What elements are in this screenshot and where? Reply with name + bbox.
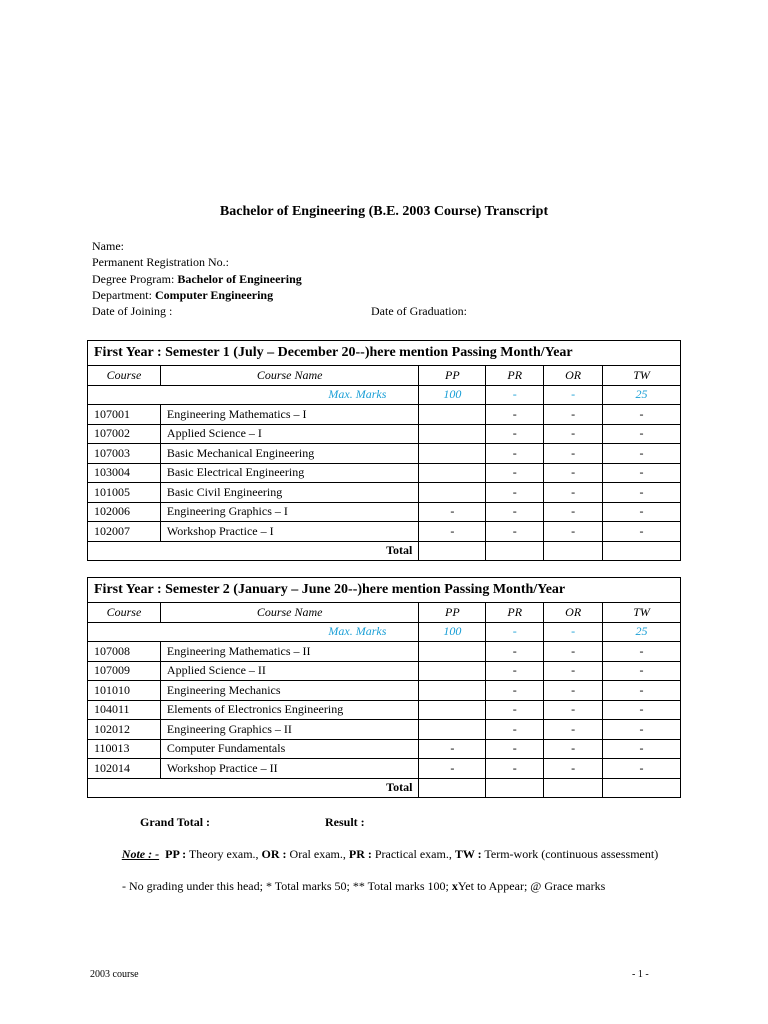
course-name: Engineering Graphics – II — [160, 720, 418, 740]
course-code: 107001 — [88, 405, 161, 425]
course-row — [88, 405, 681, 425]
tw-mark: - — [603, 444, 681, 464]
pr-mark: - — [486, 502, 544, 522]
course-code: 107002 — [88, 424, 161, 444]
note-tw: TW : — [454, 847, 482, 861]
or-mark: - — [544, 681, 603, 701]
max-pr: - — [486, 385, 544, 405]
pp-mark — [419, 700, 486, 720]
course-code: 104011 — [88, 700, 161, 720]
name-field — [92, 239, 124, 254]
pp-mark — [419, 483, 486, 503]
course-name: Applied Science – II — [160, 661, 418, 681]
pr-mark: - — [486, 720, 544, 740]
or-mark: - — [544, 522, 603, 542]
column-header-row — [88, 603, 681, 623]
course-name: Engineering Mathematics – II — [160, 642, 418, 662]
or-mark: - — [544, 424, 603, 444]
pr-mark: - — [486, 642, 544, 662]
max-marks-label: Max. Marks — [88, 622, 419, 642]
pp-mark — [419, 424, 486, 444]
or-mark: - — [544, 700, 603, 720]
course-row — [88, 642, 681, 662]
max-pr: - — [486, 622, 544, 642]
total-pr — [486, 778, 544, 798]
course-name: Basic Civil Engineering — [160, 483, 418, 503]
col-course: Course — [88, 603, 161, 623]
prn-field — [92, 255, 229, 270]
note-or: OR : — [261, 847, 287, 861]
max-or: - — [544, 622, 603, 642]
or-mark: - — [544, 502, 603, 522]
total-row — [88, 541, 681, 561]
tw-mark: - — [603, 463, 681, 483]
max-or: - — [544, 385, 603, 405]
note-or-text: Oral exam., — [286, 847, 349, 861]
pr-mark: - — [486, 661, 544, 681]
course-name: Workshop Practice – I — [160, 522, 418, 542]
max-tw: 25 — [603, 385, 681, 405]
or-mark: - — [544, 739, 603, 759]
pr-mark: - — [486, 424, 544, 444]
course-name: Engineering Mathematics – I — [160, 405, 418, 425]
pr-mark: - — [486, 681, 544, 701]
tw-mark: - — [603, 424, 681, 444]
pp-mark — [419, 681, 486, 701]
course-code: 102006 — [88, 502, 161, 522]
tw-mark: - — [603, 483, 681, 503]
footer-course: 2003 course — [90, 969, 139, 980]
course-code: 110013 — [88, 739, 161, 759]
pp-mark — [419, 444, 486, 464]
col-course-name: Course Name — [160, 603, 418, 623]
course-row — [88, 759, 681, 779]
course-code: 107003 — [88, 444, 161, 464]
total-pr — [486, 541, 544, 561]
col-pp: PP — [419, 603, 486, 623]
col-course-name: Course Name — [160, 366, 418, 386]
pr-mark: - — [486, 444, 544, 464]
course-row — [88, 700, 681, 720]
max-marks-row — [88, 385, 681, 405]
pr-mark: - — [486, 463, 544, 483]
col-or: OR — [544, 603, 603, 623]
course-code: 102012 — [88, 720, 161, 740]
note-pp-text: Theory exam., — [186, 847, 262, 861]
tw-mark: - — [603, 661, 681, 681]
course-name: Engineering Mechanics — [160, 681, 418, 701]
col-tw: TW — [603, 366, 681, 386]
column-header-row — [88, 366, 681, 386]
max-pp: 100 — [419, 622, 486, 642]
pr-mark: - — [486, 483, 544, 503]
degree-label: Degree Program: — [92, 272, 178, 286]
tw-mark: - — [603, 720, 681, 740]
prn-label: Permanent Registration No.: — [92, 255, 229, 269]
total-tw — [603, 541, 681, 561]
date-of-joining: Date of Joining : — [92, 304, 173, 318]
total-or — [544, 778, 603, 798]
note-tw-text: Term-work (continuous assessment) — [481, 847, 659, 861]
col-pp: PP — [419, 366, 486, 386]
pr-mark: - — [486, 739, 544, 759]
name-label: Name: — [92, 239, 124, 253]
or-mark: - — [544, 463, 603, 483]
tw-mark: - — [603, 522, 681, 542]
semester-heading: First Year : Semester 2 (January – June 20--)here mention Passing Month/Year — [88, 578, 681, 603]
course-name: Basic Electrical Engineering — [160, 463, 418, 483]
course-row — [88, 483, 681, 503]
tw-mark: - — [603, 700, 681, 720]
pp-mark: - — [419, 502, 486, 522]
course-code: 101005 — [88, 483, 161, 503]
max-marks-label: Max. Marks — [88, 385, 419, 405]
degree-field — [92, 272, 302, 287]
grading-note-b: Yet to Appear; @ Grace marks — [457, 879, 606, 893]
semester-1-table — [87, 340, 681, 561]
course-row — [88, 444, 681, 464]
course-code: 107009 — [88, 661, 161, 681]
course-name: Elements of Electronics Engineering — [160, 700, 418, 720]
course-code: 101010 — [88, 681, 161, 701]
col-tw: TW — [603, 603, 681, 623]
course-row — [88, 739, 681, 759]
result-label: Result : — [325, 815, 365, 829]
tw-mark: - — [603, 502, 681, 522]
course-code: 102007 — [88, 522, 161, 542]
max-pp: 100 — [419, 385, 486, 405]
course-row — [88, 502, 681, 522]
course-row — [88, 424, 681, 444]
grading-note-a: - No grading under this head; * Total marks 50; ** Total marks 100; — [122, 879, 452, 893]
course-row — [88, 720, 681, 740]
tw-mark: - — [603, 759, 681, 779]
tw-mark: - — [603, 405, 681, 425]
course-name: Computer Fundamentals — [160, 739, 418, 759]
col-or: OR — [544, 366, 603, 386]
department-value: Computer Engineering — [154, 288, 274, 302]
note-pr-text: Practical exam., — [371, 847, 455, 861]
pp-mark — [419, 642, 486, 662]
course-code: 103004 — [88, 463, 161, 483]
col-course: Course — [88, 366, 161, 386]
total-label: Total — [88, 778, 419, 798]
course-row — [88, 463, 681, 483]
date-of-graduation: Date of Graduation: — [371, 304, 467, 318]
total-label: Total — [88, 541, 419, 561]
pp-mark — [419, 463, 486, 483]
col-pr: PR — [486, 366, 544, 386]
note-label: Note : - — [121, 847, 160, 861]
semester-2-table — [87, 577, 681, 798]
course-code: 102014 — [88, 759, 161, 779]
transcript-title: Bachelor of Engineering (B.E. 2003 Course) Transcript — [219, 204, 549, 219]
course-row — [88, 661, 681, 681]
pp-mark — [419, 720, 486, 740]
grading-note-x: x — [451, 879, 458, 893]
course-row — [88, 522, 681, 542]
grading-note — [122, 879, 605, 894]
pp-mark — [419, 661, 486, 681]
max-marks-row — [88, 622, 681, 642]
pr-mark: - — [486, 405, 544, 425]
pp-mark: - — [419, 759, 486, 779]
total-tw — [603, 778, 681, 798]
page-number: - 1 - — [632, 969, 649, 980]
legend-note — [110, 848, 670, 861]
note-pr: PR : — [348, 847, 372, 861]
semester-heading: First Year : Semester 1 (July – December 20--)here mention Passing Month/Year — [88, 341, 681, 366]
tw-mark: - — [603, 642, 681, 662]
or-mark: - — [544, 759, 603, 779]
pp-mark — [419, 405, 486, 425]
pp-mark: - — [419, 522, 486, 542]
pr-mark: - — [486, 522, 544, 542]
course-name: Workshop Practice – II — [160, 759, 418, 779]
department-label: Department: — [92, 288, 155, 302]
total-row — [88, 778, 681, 798]
course-name: Applied Science – I — [160, 424, 418, 444]
tw-mark: - — [603, 739, 681, 759]
grand-total-label: Grand Total : — [140, 815, 211, 829]
pr-mark: - — [486, 759, 544, 779]
course-row — [88, 681, 681, 701]
total-pp — [419, 778, 486, 798]
or-mark: - — [544, 661, 603, 681]
or-mark: - — [544, 483, 603, 503]
or-mark: - — [544, 642, 603, 662]
course-name: Basic Mechanical Engineering — [160, 444, 418, 464]
note-pp: PP : — [165, 847, 187, 861]
pp-mark: - — [419, 739, 486, 759]
course-code: 107008 — [88, 642, 161, 662]
total-pp — [419, 541, 486, 561]
or-mark: - — [544, 405, 603, 425]
course-name: Engineering Graphics – I — [160, 502, 418, 522]
max-tw: 25 — [603, 622, 681, 642]
or-mark: - — [544, 444, 603, 464]
degree-value: Bachelor of Engineering — [177, 272, 302, 286]
or-mark: - — [544, 720, 603, 740]
total-or — [544, 541, 603, 561]
pr-mark: - — [486, 700, 544, 720]
tw-mark: - — [603, 681, 681, 701]
department-field — [92, 288, 273, 303]
col-pr: PR — [486, 603, 544, 623]
